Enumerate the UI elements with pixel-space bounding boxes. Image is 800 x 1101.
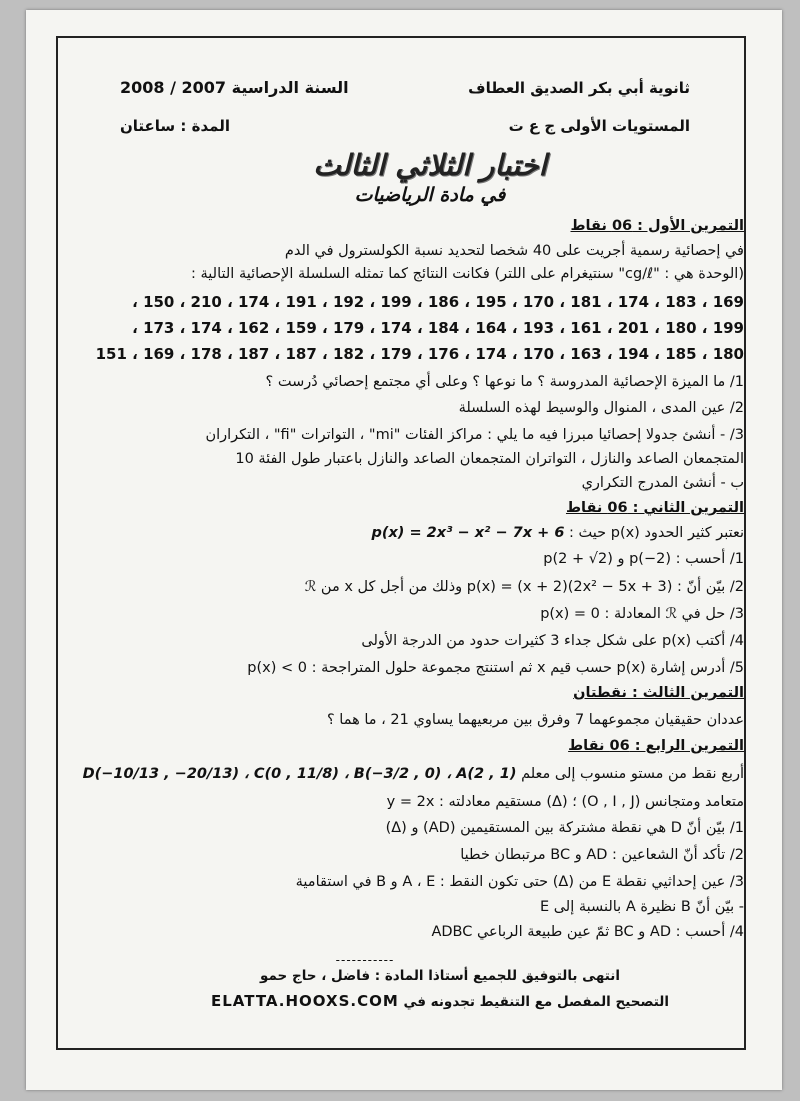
ex2-intro xyxy=(70,523,744,543)
ex1-data-row: 169 ، 183 ، 174 ، 181 ، 170 ، 195 ، 186 ، 199 ، 192 ، 191 ، 174 ، 210 ، 150 ، xyxy=(132,293,744,311)
footer-line-1: انتهى بالتوفيق للجميع أستاذا المادة : فاضل ، حاج حمو xyxy=(260,968,620,984)
ex1-data-row: 180 ، 185 ، 194 ، 163 ، 170 ، 174 ، 176 ، 179 ، 182 ، 187 ، 187 ، 178 ، 169 ، 151 xyxy=(95,345,744,363)
ex4-question-4: 4/ أحسب : AD و BC ثمّ عين طبيعة الرباعي ADBC xyxy=(431,924,744,940)
ex2-polynomial: p(x) = 2x³ − x² − 7x + 6 xyxy=(371,525,565,541)
ex2-question-5: 5/ أدرس إشارة p(x) حسب قيم x ثم استنتج مجموعة حلول المتراجحة : p(x) < 0 xyxy=(247,660,744,676)
school-name: ثانوية أبي بكر الصديق العطاف xyxy=(468,79,690,97)
ex2-question-3: 3/ حل في ℛ المعادلة : p(x) = 0 xyxy=(540,606,744,622)
ex2-question-1: 1/ أحسب : p(−2) و p(2 + √2) xyxy=(543,551,744,567)
ex1-question-3b: المتجمعان الصاعد والنازل ، التواتران المتجمعان الصاعد والنازل باعتبار طول الفئة 10 xyxy=(235,451,744,467)
ex2-heading: التمرين الثاني : 06 نقاط xyxy=(565,500,744,516)
ex4-question-3a: 3/ عين إحداثيي نقطة E من (Δ) حتى تكون النقط : A ، E و B في استقامية xyxy=(295,874,744,890)
ex1-data-row: 199 ، 180 ، 201 ، 161 ، 193 ، 164 ، 184 ، 174 ، 179 ، 159 ، 162 ، 174 ، 173 ، xyxy=(132,319,744,337)
footer-line-2 xyxy=(160,992,720,1010)
class-level: المستويات الأولى ج ع ت xyxy=(508,117,690,135)
separator: ----------- xyxy=(335,953,395,967)
ex4-frame-line: متعامد ومتجانس (O , I , J) ؛ (Δ) مستقيم معادلته : y = 2x xyxy=(386,794,744,810)
ex1-question-2: 2/ عين المدى ، المنوال والوسيط لهذه السلسلة xyxy=(458,400,744,416)
exam-title: اختبار الثلاثي الثالث xyxy=(313,148,547,182)
ex1-intro-1: في إحصائية رسمية أجريت على 40 شخصا لتحديد نسبة الكولسترول في الدم xyxy=(284,243,744,259)
ex4-points-line xyxy=(70,764,744,784)
ex4-question-3b: - بيّن أنّ B نظيرة A بالنسبة إلى E xyxy=(539,899,744,915)
ex2-intro-text: نعتبر كثير الحدود p(x) حيث : xyxy=(569,525,744,541)
footer-correction-text: التصحيح المفصل مع التنقيط تجدونه في xyxy=(403,994,669,1010)
exam-duration: المدة : ساعتان xyxy=(120,117,230,135)
ex2-question-2: 2/ بيّن أنّ : p(x) = (x + 2)(2x² − 5x + 3) وذلك من أجل كل x من ℛ xyxy=(304,579,744,595)
ex4-question-2: 2/ تأكد أنّ الشعاعين : AD و BC مرتبطان خطيا xyxy=(460,847,744,863)
ex4-points: D(−10/13 , −20/13) ، C(0 , 11/8) ، B(−3/2 , 0) ، A(2 , 1) xyxy=(82,766,517,782)
ex3-text: عددان حقيقيان مجموعهما 7 وفرق بين مربعيهما يساوي 21 ، ما هما ؟ xyxy=(326,712,744,728)
school-year: السنة الدراسية 2007 / 2008 xyxy=(120,78,349,97)
ex1-heading: التمرين الأول : 06 نقاط xyxy=(570,218,744,234)
ex1-question-3a: 3/ - أنشئ جدولا إحصائيا مبرزا فيه ما يلي : مراكز الفئات "mi" ، التواترات "fi" ، التكراران xyxy=(205,427,744,443)
ex3-heading: التمرين الثالث : نقطتان xyxy=(573,685,744,701)
exam-subject: في مادة الرياضيات xyxy=(354,184,506,206)
footer-website: ELATTA.HOOXS.COM xyxy=(211,992,399,1010)
ex4-question-1: 1/ بيّن أنّ D هي نقطة مشتركة بين المستقيمين (AD) و (Δ) xyxy=(385,820,744,836)
ex2-question-4: 4/ أكتب p(x) على شكل جداء 3 كثيرات حدود من الدرجة الأولى xyxy=(361,633,744,649)
ex1-question-3c: ب - أنشئ المدرج التكراري xyxy=(581,475,744,491)
ex1-question-1: 1/ ما الميزة الإحصائية المدروسة ؟ ما نوعها ؟ وعلى أي مجتمع إحصائي دُرست ؟ xyxy=(265,374,744,390)
ex4-points-text: أربع نقط من مستو منسوب إلى معلم xyxy=(521,766,744,782)
ex4-heading: التمرين الرابع : 06 نقاط xyxy=(568,738,744,754)
ex1-intro-2: (الوحدة هي : "cg/ℓ" سنتيغرام على اللتر) فكانت النتائج كما تمثله السلسلة الإحصائية التالية : xyxy=(191,266,744,282)
